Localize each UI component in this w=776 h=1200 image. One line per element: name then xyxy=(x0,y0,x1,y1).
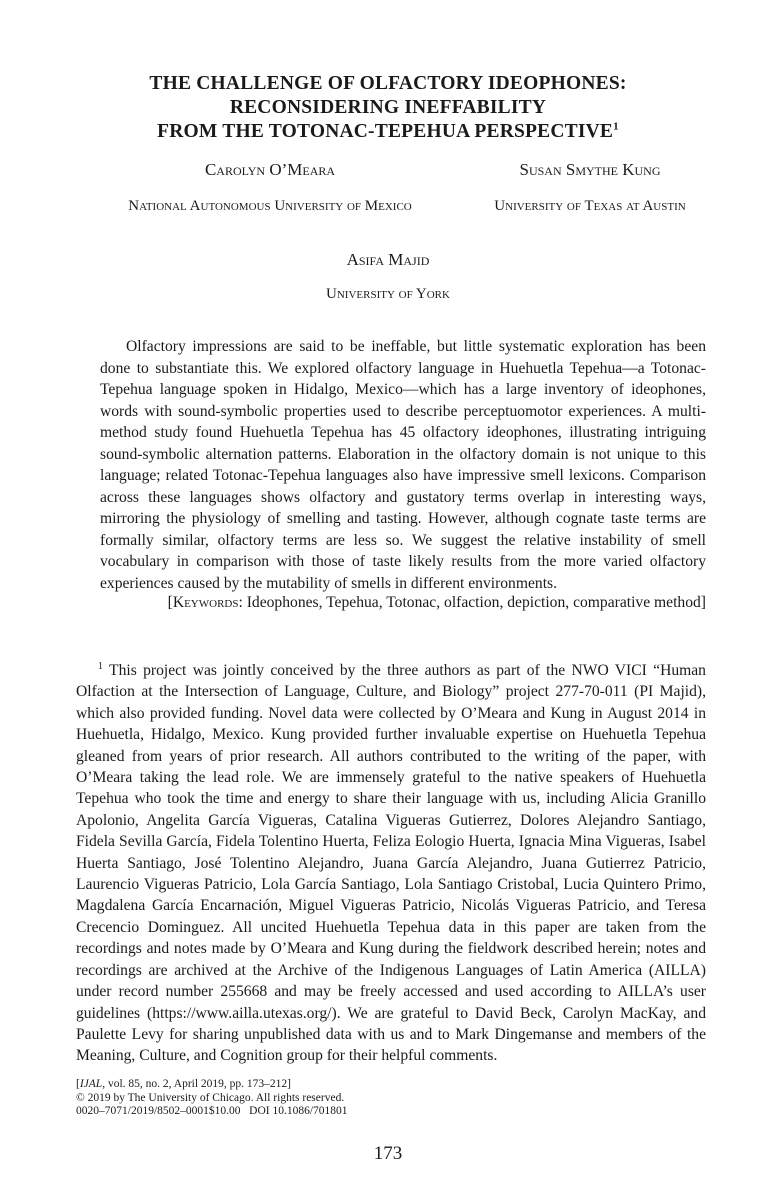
citation-line xyxy=(76,1078,576,1092)
citation-text: , vol. 85, no. 2, April 2019, pp. 173–212] xyxy=(102,1078,291,1090)
title-line-2: RECONSIDERING INEFFABILITY xyxy=(229,97,547,118)
abstract: Olfactory impressions are said to be ineffable, but little systematic exploration has been done to substantiate this. We explored olfactory language in Huehuetla Tepehua—a Totonac-Tepehua language spoken in Hidalgo, Mexico—which has a large inventory of ideophones, words with sound-symbolic properties used to describe perceptuomotor experiences. A multi-method study found Huehuetla Tepehua has 45 olfactory ideophones, illustrating intriguing sound-symbolic alternation patterns. Elaboration in the olfactory domain is not unique to this language; related Totonac-Tepehua languages also have impressive smell lexicons. Comparison across these languages shows olfactory and gustatory terms overlap in interesting ways, mirroring the physiology of smelling and tasting. However, although cognate taste terms are formally similar, olfactory terms are less so. We suggest the relative instability of smell vocabulary in comparison with those of taste likely results from the more varied olfactory experiences caused by the mutability of smells in different environments. xyxy=(100,338,706,592)
title-footnote-mark: 1 xyxy=(613,120,619,133)
author-affiliation-omeara: National Autonomous University of Mexico xyxy=(128,198,412,214)
title-line-1: THE CHALLENGE OF OLFACTORY IDEOPHONES: xyxy=(149,73,627,94)
keywords xyxy=(100,592,706,614)
footnote xyxy=(76,660,706,1067)
author-name-omeara: Carolyn O’Meara xyxy=(204,160,336,179)
identifier-line: 0020–7071/2019/8502–0001$10.00 DOI 10.1086/701801 xyxy=(76,1105,348,1117)
keywords-open-bracket: [ xyxy=(167,594,173,611)
author-name-majid: Asifa Majid xyxy=(346,250,430,269)
footnote-mark: 1 xyxy=(98,660,103,672)
author-name-kung: Susan Smythe Kung xyxy=(519,160,661,179)
citation-open-bracket: [ xyxy=(76,1078,80,1090)
copyright-line: © 2019 by The University of Chicago. All rights reserved. xyxy=(76,1091,345,1104)
title-line-3-text: FROM THE TOTONAC-TEPEHUA PERSPECTIVE xyxy=(157,121,614,142)
footnote-text: This project was jointly conceived by the three authors as part of the NWO VICI “Human Olfaction at the Intersection of Language, Culture, and Biology” project 277-70-011 (PI Majid), which also provided funding. Novel data were collected by O’Meara and Kung in August 2014 in Huehuetla, Hidalgo, Mexico. Kung provided further invaluable expertise on Huehuetla Tepehua gleaned from years of prior research. All authors contributed to the writing of the paper, with O’Meara taking the lead role. We are immensely grateful to the native speakers of Huehuetla Tepehua who took the time and energy to share their language with us, including Alicia Granillo Apolonio, Angelita García Vigueras, Catalina Vigueras Gutierrez, Dolores Alejandro Santiago, Fidela Sevilla García, Fidela Tolentino Huerta, Feliza Eologio Huerta, Ignacia Mina Vigueras, Isabel Huerta Santiago, José Tolentino Alejandro, Juana García Alejandro, Juana Gutierrez Patricio, Laurencio Vigueras Patricio, Lola García Santiago, Lola Santiago Cristobal, Lucia Quintero Primo, Magdalena García Encarnación, Miguel Vigueras Patricio, Nicolás Vigueras Patricio, and Teresa Crecencio Dominguez. All uncited Huehuetla Tepehua data in this paper are taken from the recordings and notes made by O’Meara and Kung during the fieldwork described herein; notes and recordings are archived at the Archive of the Indigenous Languages of Latin America (AILLA) under record number 255668 and may be freely accessed and used according to AILLA’s user guidelines (https://www.ailla.utexas.org/). We are grateful to David Beck, Carolyn MacKay, and Paulette Levy for sharing unpublished data with us and to Mark Dingemanse and members of the Meaning, Culture, and Cognition group for their helpful comments. xyxy=(76,662,706,1065)
paper-title xyxy=(0,72,776,144)
author-affiliation-majid: University of York xyxy=(326,286,450,302)
keywords-text: : Ideophones, Tepehua, Totonac, olfaction, depiction, comparative method] xyxy=(238,594,706,611)
keywords-label: Keywords xyxy=(172,594,239,611)
page-number: 173 xyxy=(373,1143,403,1164)
title-line-3 xyxy=(0,120,776,144)
publication-info xyxy=(76,1078,576,1119)
journal-name: IJAL xyxy=(79,1078,103,1090)
author-affiliation-kung: University of Texas at Austin xyxy=(494,198,686,214)
